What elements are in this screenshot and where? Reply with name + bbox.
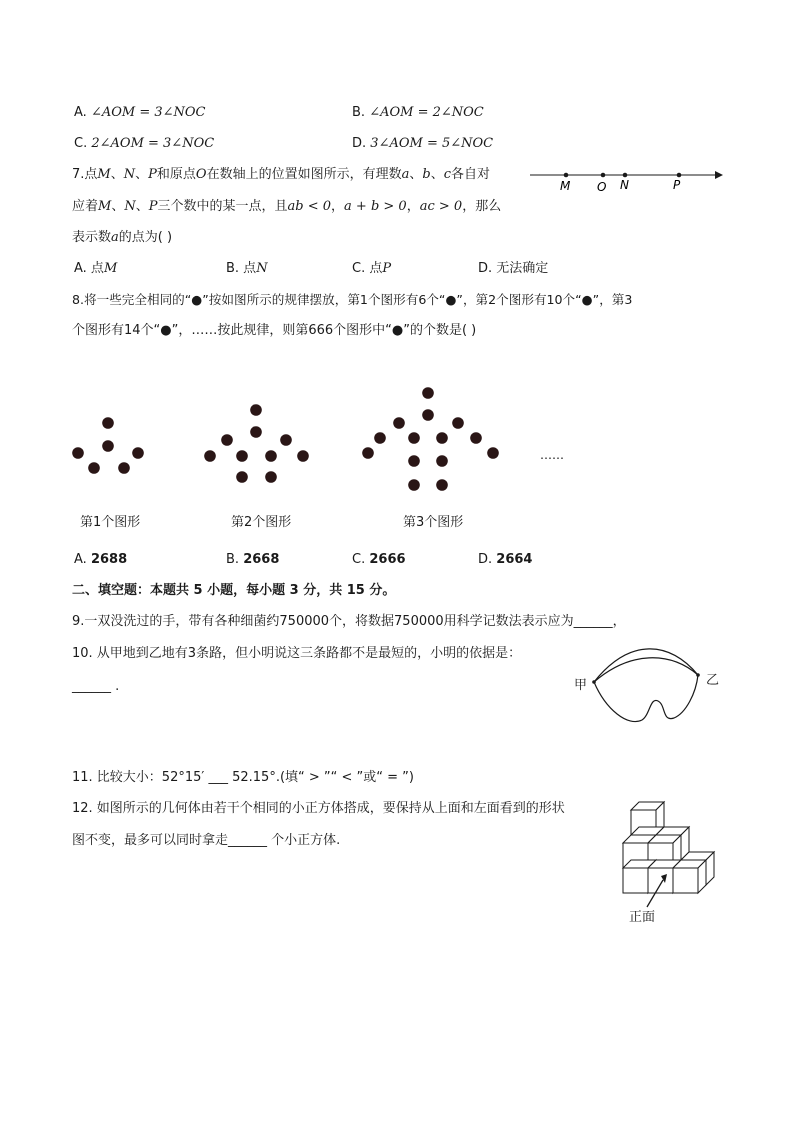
point-n-label: N — [620, 178, 629, 192]
number-line-figure — [525, 160, 725, 195]
cube — [673, 860, 706, 893]
q6-option-a: A. ∠AOM = 3∠NOC — [74, 105, 206, 120]
dot-pattern-ellipsis: …… — [540, 448, 564, 462]
dot — [236, 450, 248, 462]
q10-line-1: 10. 从甲地到乙地有3条路，但小明说这三条路都不是最短的，小明的依据是： — [72, 646, 522, 661]
dot — [132, 447, 144, 459]
point-o-label: O — [597, 180, 607, 194]
point-jia — [592, 680, 596, 684]
q12-line-2: 图不变，最多可以同时拿走______ 个小正方体. — [72, 833, 341, 848]
q6-option-d: D. 3∠AOM = 5∠NOC — [352, 136, 494, 151]
path-middle-arc — [594, 658, 698, 682]
dot-figure-2 — [204, 404, 309, 483]
q8-line-2: 个图形有14个“●”，……按此规律，则第666个图形中“●”的个数是( ) — [72, 323, 477, 338]
dot — [250, 404, 262, 416]
q7-option-b: B. 点N — [226, 261, 268, 276]
label-yi: 乙 — [706, 673, 720, 688]
point-o — [601, 173, 606, 178]
q6-option-c: C. 2∠AOM = 3∠NOC — [74, 136, 215, 151]
point-n — [623, 173, 628, 178]
dot — [436, 432, 448, 444]
dot — [102, 417, 114, 429]
dot — [408, 432, 420, 444]
path-upper-arc — [594, 649, 698, 682]
point-yi — [696, 673, 700, 677]
dot-figure-1 — [72, 417, 144, 474]
q9-text: 9.一双没洗过的手，带有各种细菌约750000个，将数据750000用科学记数法表示应为______， — [72, 614, 626, 629]
dot — [88, 462, 100, 474]
q8-line-1: 8.将一些完全相同的“●”按如图所示的规律摆放，第1个图形有6个“●”，第2个图形有10个“●”，第3 — [72, 292, 633, 307]
figure-1-caption: 第1个图形 — [80, 515, 141, 530]
q10-line-2: ______ . — [72, 679, 120, 694]
q8-option-a: A. 2688 — [74, 552, 128, 567]
q8-option-c: C. 2666 — [352, 552, 406, 567]
dot — [452, 417, 464, 429]
q6-option-b-expr: ∠AOM = 2∠NOC — [369, 105, 484, 120]
dot — [265, 471, 277, 483]
dot — [250, 426, 262, 438]
q8-option-b: B. 2668 — [226, 552, 280, 567]
q6-option-d-expr: 3∠AOM = 5∠NOC — [370, 136, 494, 151]
figure-2-caption: 第2个图形 — [231, 515, 292, 530]
number-line-arrow-icon — [715, 171, 723, 179]
dot — [436, 455, 448, 467]
dot — [422, 409, 434, 421]
q7-option-d: D. 无法确定 — [478, 261, 549, 276]
figure-3-caption: 第3个图形 — [403, 515, 464, 530]
dot — [72, 447, 84, 459]
path-wavy-curve — [594, 675, 698, 722]
dot — [393, 417, 405, 429]
q6-option-c-expr: 2∠AOM = 3∠NOC — [91, 136, 215, 151]
q6-option-b: B. ∠AOM = 2∠NOC — [352, 105, 484, 120]
q7-line-3: 表示数a的点为( ) — [72, 230, 173, 245]
q7-option-c: C. 点P — [352, 261, 392, 276]
dot — [422, 387, 434, 399]
q12-line-1: 12. 如图所示的几何体由若干个相同的小正方体搭成，要保持从上面和左面看到的形状 — [72, 801, 565, 816]
q11-text: 11. 比较大小：52°15′ ___ 52.15°.(填“ > ”“ < ”或“ = ”) — [72, 770, 414, 785]
dot — [236, 471, 248, 483]
dot — [374, 432, 386, 444]
dot — [436, 479, 448, 491]
cube-stack-figure — [615, 800, 730, 930]
dot — [102, 440, 114, 452]
dot — [118, 462, 130, 474]
q6-option-a-expr: ∠AOM = 3∠NOC — [90, 105, 206, 120]
point-m-label: M — [560, 179, 571, 193]
q7-line-2: 应着M、N、P三个数中的某一点，且ab < 0，a + b > 0，ac > 0，那么 — [72, 199, 502, 214]
dot — [408, 455, 420, 467]
dot — [487, 447, 499, 459]
point-m — [564, 173, 569, 178]
dot — [408, 479, 420, 491]
dot — [221, 434, 233, 446]
front-label: 正面 — [629, 910, 656, 925]
section-2-title: 二、填空题：本题共 5 小题，每小题 3 分，共 15 分。 — [72, 583, 396, 598]
point-p — [677, 173, 682, 178]
dot — [265, 450, 277, 462]
dot — [280, 434, 292, 446]
dot-pattern-figures — [60, 380, 580, 500]
dot-figure-3 — [362, 387, 499, 491]
q7-option-a: A. 点M — [74, 261, 118, 276]
q8-option-d: D. 2664 — [478, 552, 533, 567]
dot — [204, 450, 216, 462]
dot — [470, 432, 482, 444]
paths-figure — [570, 645, 730, 730]
point-p-label: P — [673, 178, 681, 192]
dot — [362, 447, 374, 459]
label-jia: 甲 — [574, 678, 588, 693]
dot — [297, 450, 309, 462]
q7-line-1: 7.点M、N、P和原点O在数轴上的位置如图所示，有理数a、b、c各自对 — [72, 167, 490, 182]
